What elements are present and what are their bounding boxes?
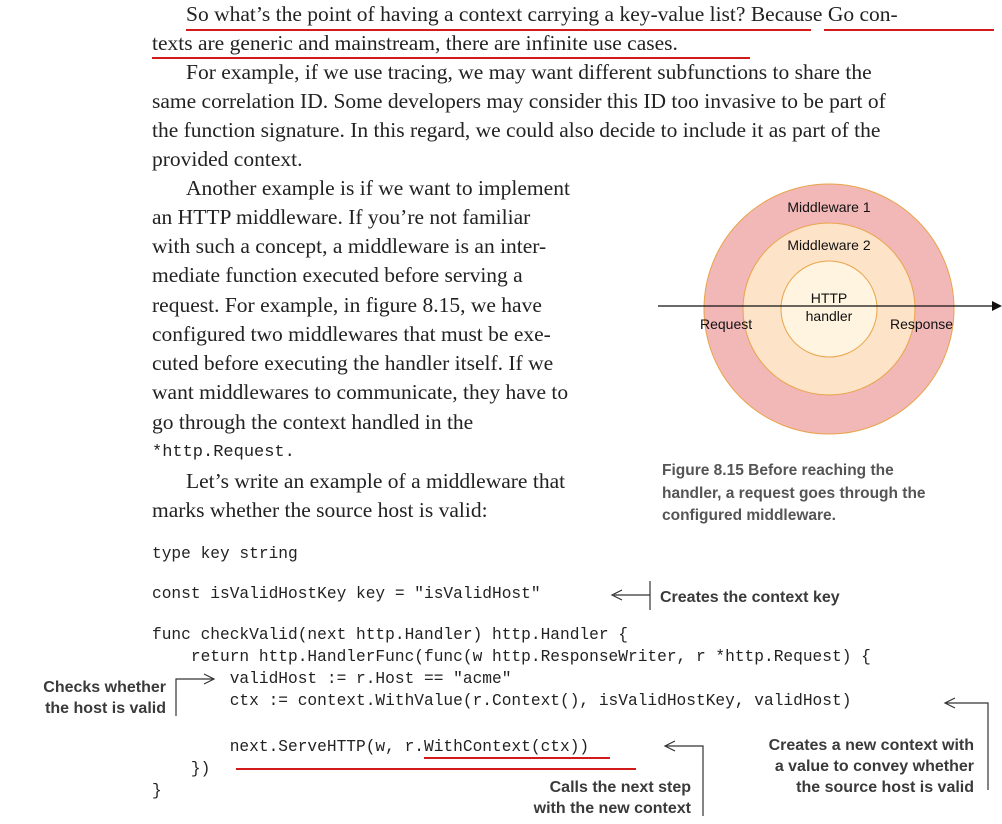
- paragraph-4-line: marks whether the source host is valid:: [152, 498, 488, 522]
- code-line: validHost := r.Host == "acme": [152, 670, 512, 688]
- code-line: ctx := context.WithValue(r.Context(), isValidHostKey, validHost): [152, 692, 852, 710]
- code-line: const isValidHostKey key = "isValidHost": [152, 585, 541, 603]
- code-line: }: [152, 782, 162, 800]
- handler-label-line-1: HTTP: [810, 290, 848, 306]
- paragraph-3-line: cuted before executing the handler itself. If we: [152, 351, 554, 375]
- annotation-checks-host: [40, 677, 166, 719]
- paragraph-3-line: want middlewares to communicate, they have to: [152, 380, 569, 404]
- middleware-2-label: Middleware 2: [787, 237, 871, 253]
- annotation-line: Creates a new context with: [768, 737, 974, 754]
- paragraph-3-line: an HTTP middleware. If you’re not familiar: [152, 205, 531, 229]
- request-label: Request: [700, 316, 753, 332]
- code-line: type key string: [152, 545, 298, 563]
- annotation-line: Calls the next step: [549, 779, 691, 796]
- paragraph-3-code-line: *http.Request.: [152, 443, 295, 462]
- annotation-next-step: [500, 777, 691, 819]
- annotation-new-context: [740, 735, 974, 798]
- caption-line: Figure 8.15 Before reaching the: [662, 462, 894, 479]
- paragraph-2-line-1: For example, if we use tracing, we may want different subfunctions to share the: [186, 60, 872, 84]
- text-line: So what’s the point of having a context carrying a key-value list? Because Go con-: [186, 2, 898, 26]
- response-label: Response: [890, 316, 954, 332]
- code-line: return http.HandlerFunc(func(w http.ResponseWriter, r *http.Request) {: [152, 648, 871, 666]
- annotation-line: the source host is valid: [796, 779, 974, 796]
- paragraph-3-line: request. For example, in figure 8.15, we have: [152, 293, 542, 317]
- annotation-line: Checks whether: [43, 679, 166, 696]
- paragraph-1-line-2: texts are generic and mainstream, there are infinite use cases.: [152, 31, 678, 55]
- paragraph-3-line: go through the context handled in the: [152, 410, 474, 434]
- code-line: }): [152, 760, 211, 778]
- handler-label-line-2: handler: [805, 308, 853, 324]
- paragraph-3-line: with such a concept, a middleware is an inter-: [152, 234, 547, 258]
- caption-line: handler, a request goes through the: [662, 484, 926, 502]
- paragraph-3-line: configured two middlewares that must be exe-: [152, 322, 551, 346]
- caption-line: configured middleware.: [662, 507, 836, 524]
- annotation-context-key: Creates the context key: [660, 589, 840, 606]
- paragraph-3-line: mediate function executed before serving a: [152, 263, 523, 287]
- middleware-1-label: Middleware 1: [787, 199, 871, 215]
- paragraph-2-line-4: provided context.: [152, 147, 303, 171]
- paragraph-2-line-3: the function signature. In this regard, we could also decide to include it as part of the: [152, 118, 881, 142]
- paragraph-3-line: Another example is if we want to implement: [186, 176, 570, 200]
- paragraph-2-line-2: same correlation ID. Some developers may consider this ID too invasive to be part of: [152, 89, 886, 113]
- annotation-line: a value to convey whether: [774, 758, 974, 775]
- connector-line: [176, 679, 214, 716]
- paragraph-4-line: Let’s write an example of a middleware that: [186, 469, 566, 493]
- code-line: func checkValid(next http.Handler) http.Handler {: [152, 626, 628, 644]
- annotation-line: the host is valid: [45, 700, 166, 717]
- code-line: next.ServeHTTP(w, r.WithContext(ctx)): [152, 738, 590, 756]
- annotation-line: with the new context: [533, 800, 691, 817]
